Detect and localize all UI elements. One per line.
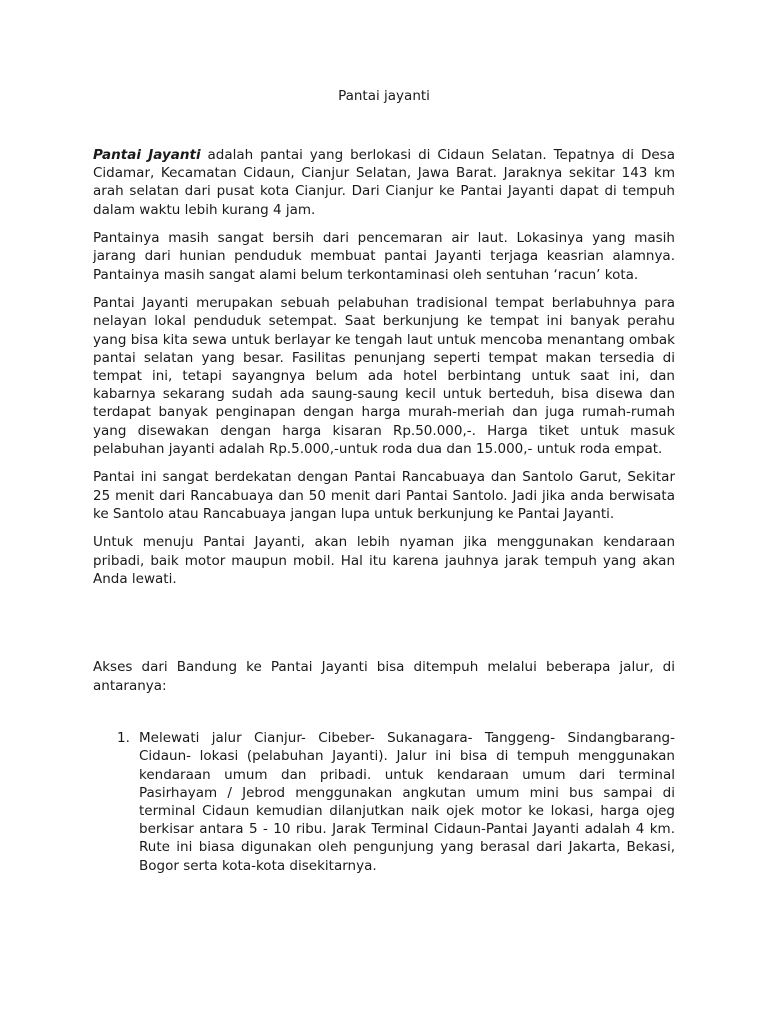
blank-space — [93, 705, 675, 729]
paragraph-facilities: Pantai Jayanti merupakan sebuah pelabuhan tradisional tempat berlabuhnya para nelayan lokal penduduk setempat. Saat berkunjung ke tempat ini banyak perahu yang bisa kita sewa untuk berlayar ke tengah laut untuk mencoba menantang ombak pantai selatan yang besar. Fasilitas penunjang seperti tempat makan tersedia di tempat ini, tetapi sayangnya belum ada hotel berbintang untuk saat ini, dan kabarnya sekarang sudah ada saung-saung kecil untuk berteduh, bisa disewa dan terdapat banyak penginapan dengan harga murah-meriah dan juga rumah-rumah yang disewakan dengan harga kisaran Rp.50.000,-. Harga tiket untuk masuk pelabuhan jayanti adalah Rp.5.000,-untuk roda dua dan 15.000,- untuk roda empat. — [93, 295, 675, 457]
document-title: Pantai jayanti — [338, 88, 430, 104]
intro-lead-term: Pantai Jayanti — [93, 147, 201, 163]
intro-text: adalah pantai yang berlokasi di Cidaun Selatan. Tepatnya di Desa Cidamar, Kecamatan Cidaun, Cianjur Selatan, Jawa Barat. Jaraknya sekitar 143 km arah selatan dari pusat kota Cianjur. Dari Cianjur ke Pantai Jayanti dapat di tempuh dalam waktu lebih kurang 4 jam. — [93, 147, 675, 218]
list-item-number: 1. — [117, 730, 130, 747]
paragraph-transport: Untuk menuju Pantai Jayanti, akan lebih nyaman jika menggunakan kendaraan pribadi, baik motor maupun mobil. Hal itu karena jauhnya jarak tempuh yang akan Anda lewati. — [93, 534, 675, 587]
list-item-text: Melewati jalur Cianjur- Cibeber- Sukanagara- Tanggeng- Sindangbarang-Cidaun- lokasi (pelabuhan Jayanti). Jalur ini bisa di tempuh menggunakan kendaraan umum dan pribadi. untuk kendaraan umum dari terminal Pasirhayam / Jebrod menggunakan angkutan umum mini bus sampai di terminal Cidaun kemudian dilanjutkan naik ojek motor ke lokasi, harga ojeg berkisar antara 5 - 10 ribu. Jarak Terminal Cidaun-Pantai Jayanti adalah 4 km. Rute ini biasa digunakan oleh pengunjung yang berasal dari Jakarta, Bekasi, Bogor serta kota-kota disekitarnya. — [139, 730, 675, 874]
route-list — [93, 729, 675, 875]
blank-space — [93, 598, 675, 658]
document-body — [93, 146, 675, 875]
paragraph-nearby-beaches: Pantai ini sangat berdekatan dengan Pantai Rancabuaya dan Santolo Garut, Sekitar 25 menit dari Rancabuaya dan 50 menit dari Pantai Santolo. Jadi jika anda berwisata ke Santolo atau Rancabuaya jangan lupa untuk berkunjung ke Pantai Jayanti. — [93, 469, 675, 522]
list-item — [93, 729, 675, 875]
paragraph-access-intro: Akses dari Bandung ke Pantai Jayanti bisa ditempuh melalui beberapa jalur, di antaranya: — [93, 659, 675, 694]
paragraph-cleanliness: Pantainya masih sangat bersih dari pencemaran air laut. Lokasinya yang masih jarang dari hunian penduduk membuat pantai Jayanti terjaga keasrian alamnya. Pantainya masih sangat alami belum terkontaminasi oleh sentuhan ‘racun’ kota. — [93, 230, 675, 283]
paragraph-intro — [93, 146, 675, 219]
